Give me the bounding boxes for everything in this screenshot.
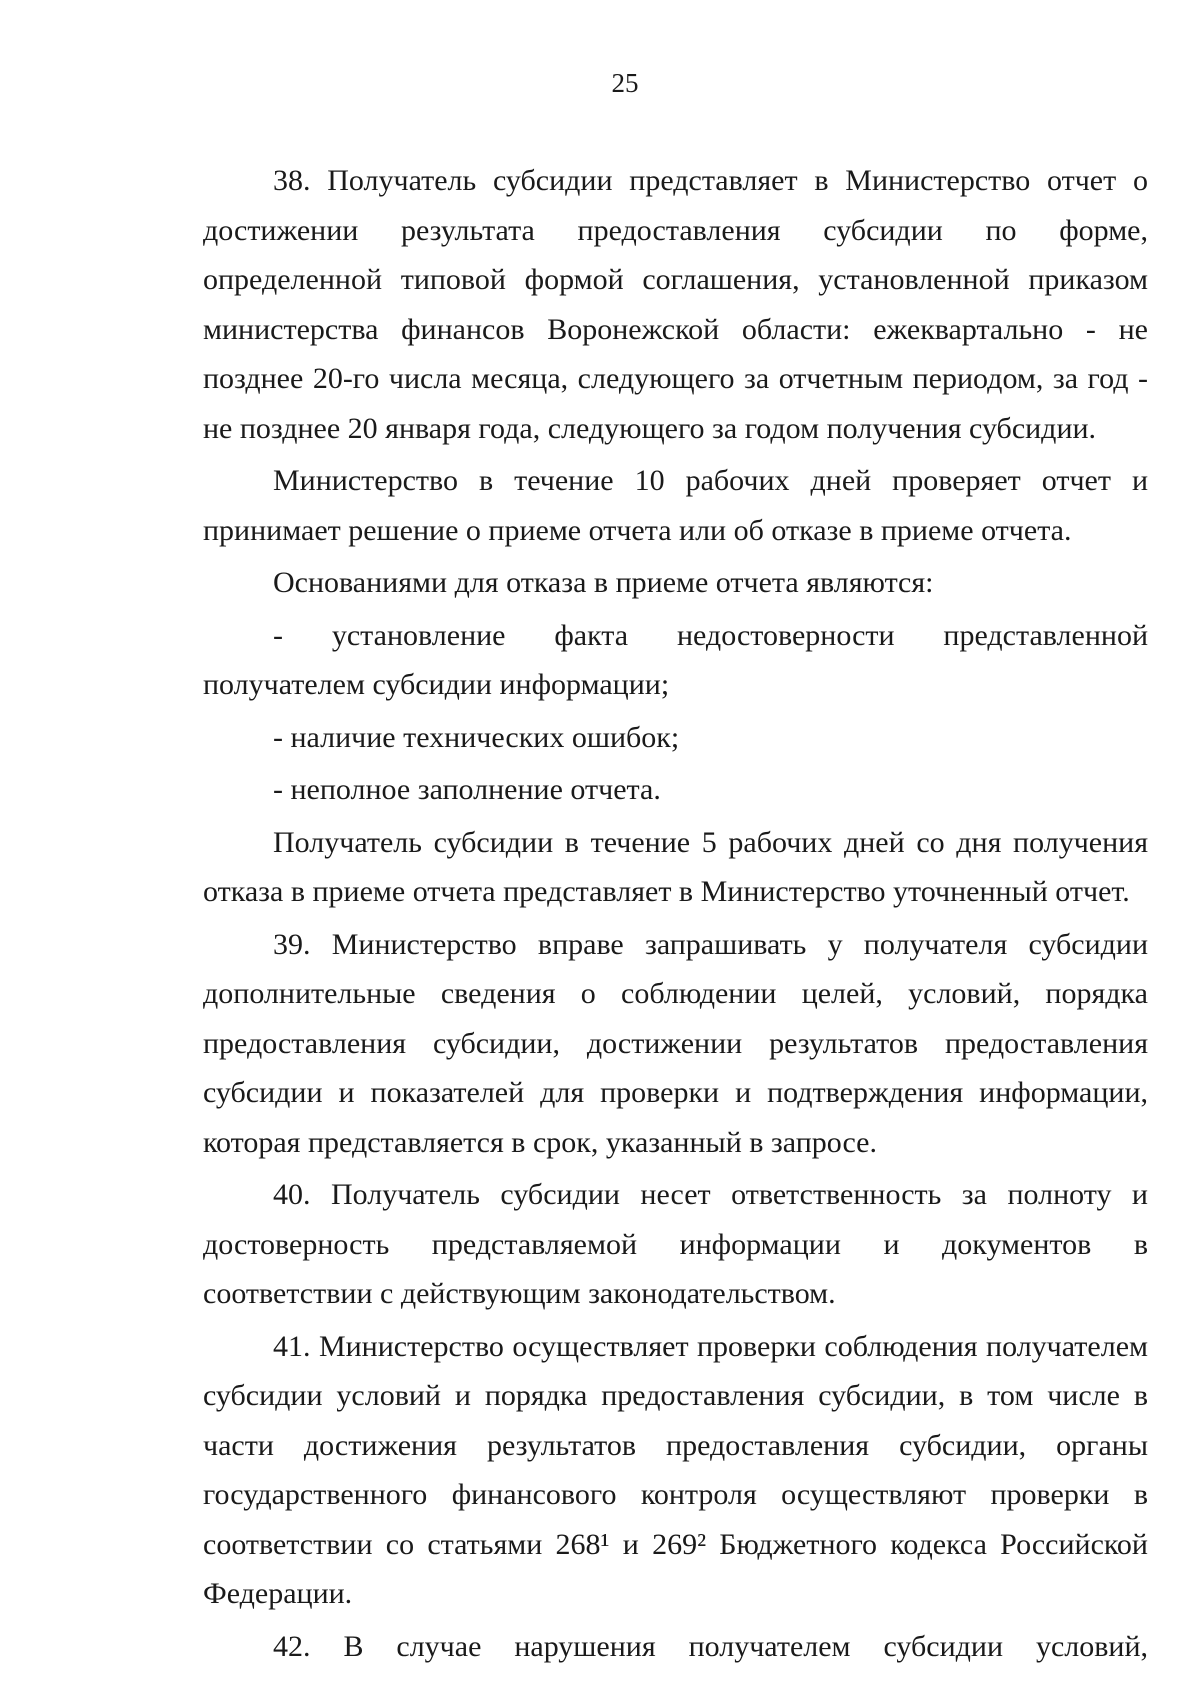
paragraph-report-review: Министерство в течение 10 рабочих дней проверяет отчет и принимает решение о приеме отчета или об отказе в приеме отчета. — [203, 464, 1148, 547]
paragraph-41: 41. Министерство осуществляет проверки соблюдения получателем субсидии условий и порядка предоставления субсидии, в том числе в части достижения результатов предоставления субсидии, органы государственного финансового контроля осуществляют проверки в соответствии со статьями 268¹ и 269² Бюджетного кодекса Российской Федерации. — [203, 1329, 1148, 1610]
document-body — [203, 156, 1148, 1674]
list-item-technical-errors: - наличие технических ошибок; — [273, 720, 680, 754]
paragraph-corrected-report: Получатель субсидии в течение 5 рабочих дней со дня получения отказа в приеме отчета представляет в Министерство уточненный отчет. — [203, 825, 1148, 908]
paragraph-40: 40. Получатель субсидии несет ответственность за полноту и достоверность представляемой информации и документов в соответствии с действующим законодательством. — [203, 1178, 1148, 1310]
paragraph-42: 42. В случае нарушения получателем субсидии условий, — [273, 1629, 1148, 1663]
paragraph-refusal-grounds: Основаниями для отказа в приеме отчета являются: — [273, 566, 934, 599]
list-item-incomplete-report: - неполное заполнение отчета. — [273, 773, 661, 806]
paragraph-39: 39. Министерство вправе запрашивать у получателя субсидии дополнительные сведения о соблюдении целей, условий, порядка предоставления субсидии, достижении результатов предоставления субсидии и показателей для проверки и подтверждения информации, которая представляется в срок, указанный в запросе. — [203, 927, 1148, 1159]
page-number: 25 — [611, 68, 639, 98]
list-item-unreliable-info: - установление факта недостоверности представленной получателем субсидии информации; — [203, 618, 1148, 701]
paragraph-38: 38. Получатель субсидии представляет в Министерство отчет о достижении результата предоставления субсидии по форме, определенной типовой формой соглашения, установленной приказом министерства финансов Воронежской области: ежеквартально - не позднее 20-го числа месяца, следующего за отчетным периодом, за год - не позднее 20 января года, следующего за годом получения субсидии. — [203, 164, 1148, 445]
